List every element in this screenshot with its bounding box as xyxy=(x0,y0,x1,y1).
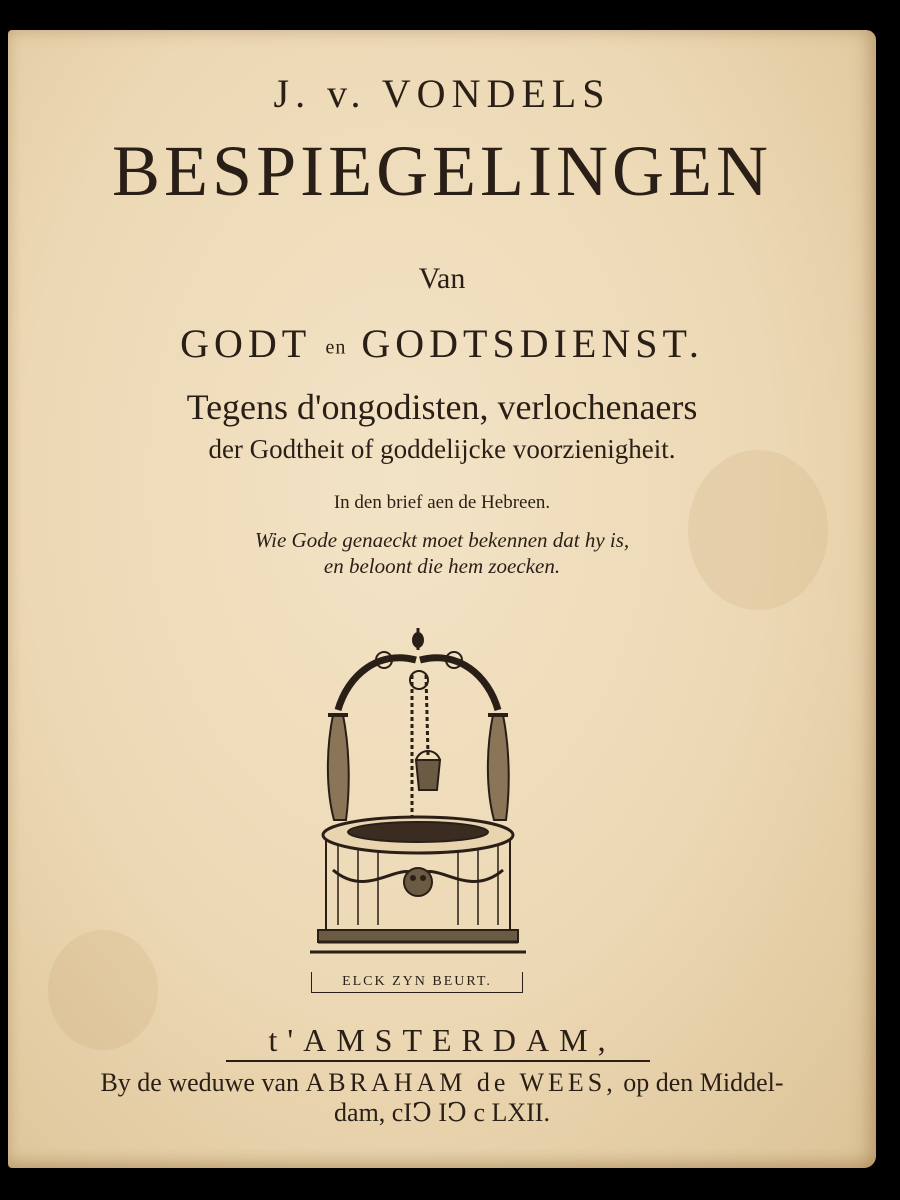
van-line: Van xyxy=(418,262,466,295)
divider-rule xyxy=(226,1060,650,1062)
quote-line-2: en beloont die hem zoecken. xyxy=(323,554,561,578)
subject-part-1: GODT xyxy=(180,321,311,366)
title-page xyxy=(8,30,876,1168)
imprint-line-1 xyxy=(8,1068,876,1098)
book-title: BESPIEGELINGEN xyxy=(112,131,772,211)
printer-name: ABRAHAM de WEES, xyxy=(305,1068,617,1097)
quote-line-1: Wie Gode genaeckt moet bekennen dat hy is, xyxy=(254,528,630,552)
against-line-1: Tegens d'ongodisten, verlochenaers xyxy=(186,387,698,427)
imprint-prefix: By de weduwe van xyxy=(100,1068,299,1097)
imprint-line-2: dam, cIↃ IↃ c LXII. xyxy=(334,1098,550,1127)
author-line: J. v. VONDELS xyxy=(273,71,611,116)
imprint-suffix: op den Middel- xyxy=(623,1068,784,1097)
subject-part-2: GODTSDIENST. xyxy=(361,321,704,366)
subject-line xyxy=(8,320,876,367)
against-line-2: der Godtheit of goddelijcke voorzienigheit. xyxy=(208,434,676,464)
place-of-publication: t'AMSTERDAM, xyxy=(268,1022,616,1058)
printers-mark-motto: ELCK ZYN BEURT. xyxy=(311,972,523,993)
scripture-reference: In den brief aen de Hebreen. xyxy=(333,492,551,513)
well-printers-device xyxy=(298,620,538,960)
subject-connector: en xyxy=(325,336,347,359)
